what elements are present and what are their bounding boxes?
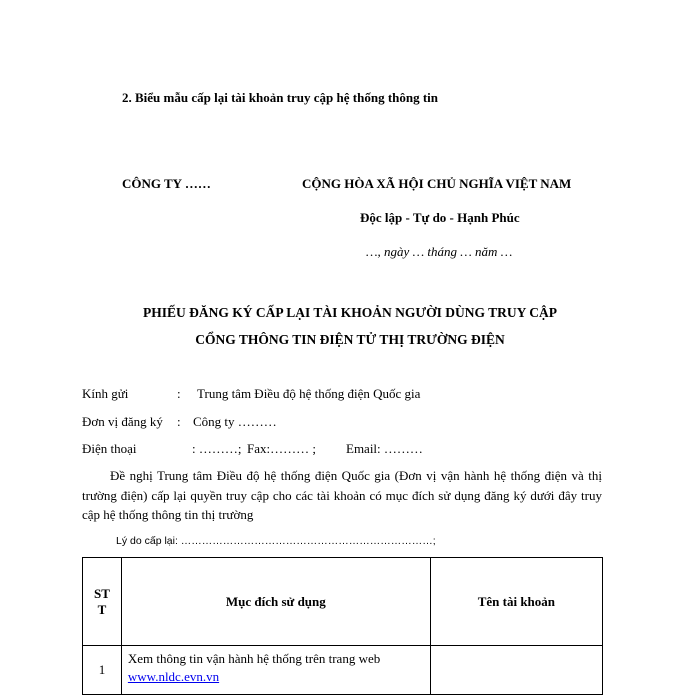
row-purpose <box>121 646 430 695</box>
row-account[interactable] <box>430 646 602 695</box>
request-paragraph-text: Đề nghị Trung tâm Điều độ hệ thống điện Quốc gia (Đơn vị vận hành hệ thống điện và thị trường điện) cấp lại quyền truy cập cho các tài khoản có mục đích sử dụng đăng ký dưới đây truy cập hệ thống thông tin thị trường <box>82 468 602 522</box>
recipient-value: Trung tâm Điều độ hệ thống điện Quốc gia <box>197 386 421 401</box>
unit-colon: : <box>177 414 181 429</box>
phone-label: Điện thoại <box>82 441 137 456</box>
form-title-line-1: PHIẾU ĐĂNG KÝ CẤP LẠI TÀI KHOẢN NGƯỜI DÙNG TRUY CẬP <box>142 305 558 320</box>
recipient-label: Kính gửi <box>82 386 129 401</box>
reason-line: Lý do cấp lại: ………………………………………………………………; <box>116 535 436 547</box>
header-stt <box>83 558 122 646</box>
unit-label: Đơn vị đăng ký <box>82 414 163 429</box>
table-header-row <box>83 558 603 646</box>
company-name: CÔNG TY …… <box>122 176 211 191</box>
header-stt-line2: T <box>97 601 107 617</box>
request-paragraph <box>82 466 602 525</box>
row-purpose-text: Xem thông tin vận hành hệ thống trên trang web <box>127 651 381 666</box>
header-account: Tên tài khoản <box>430 558 602 646</box>
national-title: CỘNG HÒA XÃ HỘI CHỦ NGHĨA VIỆT NAM <box>302 176 572 191</box>
nldc-link[interactable]: www.nldc.evn.vn <box>127 669 220 684</box>
header-purpose: Mục đích sử dụng <box>121 558 430 646</box>
table-row <box>83 646 603 695</box>
header-stt-line1: ST <box>93 585 110 601</box>
phone-value: : ………; <box>192 441 242 456</box>
unit-value: Công ty ……… <box>193 414 277 429</box>
recipient-colon: : <box>177 386 181 401</box>
row-stt: 1 <box>83 646 122 695</box>
fax-value: Fax:……… ; <box>247 441 316 456</box>
national-motto: Độc lập - Tự do - Hạnh Phúc <box>360 210 520 225</box>
email-value: Email: ……… <box>346 441 423 456</box>
dateline: …, ngày … tháng … năm … <box>366 244 513 259</box>
registration-table <box>82 557 603 695</box>
form-title-line-2: CỔNG THÔNG TIN ĐIỆN TỬ THỊ TRƯỜNG ĐIỆN <box>195 332 505 347</box>
section-heading: 2. Biểu mẫu cấp lại tài khoản truy cập hệ thống thông tin <box>122 90 439 105</box>
